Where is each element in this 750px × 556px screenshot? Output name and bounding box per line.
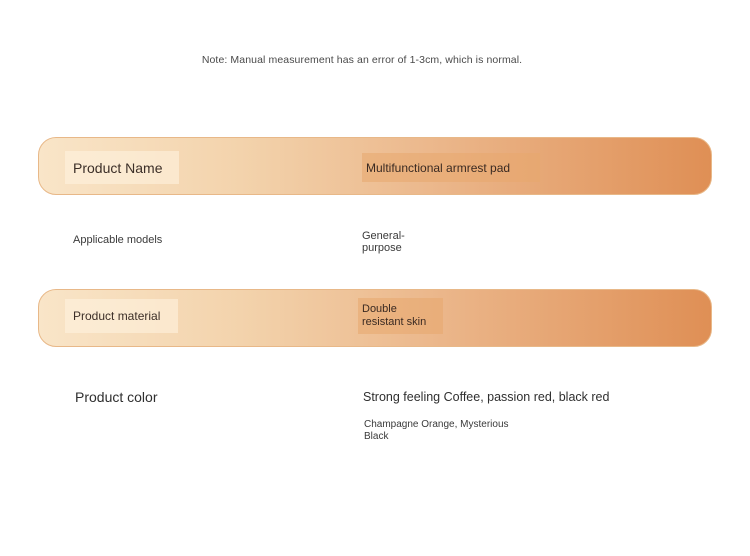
applicable-models-value: General- purpose — [362, 230, 405, 254]
product-color-label: Product color — [75, 389, 158, 405]
product-name-value: Multifunctional armrest pad — [362, 153, 540, 182]
product-material-label: Product material — [65, 299, 178, 333]
product-color-value-secondary: Champagne Orange, Mysterious Black — [364, 419, 509, 442]
measurement-note: Note: Manual measurement has an error of 1-3cm, which is normal. — [201, 54, 523, 66]
applicable-models-label: Applicable models — [73, 234, 163, 246]
product-name-label: Product Name — [65, 151, 179, 184]
product-color-value: Strong feeling Coffee, passion red, black red — [363, 390, 610, 404]
product-material-value: Double resistant skin — [358, 298, 443, 334]
